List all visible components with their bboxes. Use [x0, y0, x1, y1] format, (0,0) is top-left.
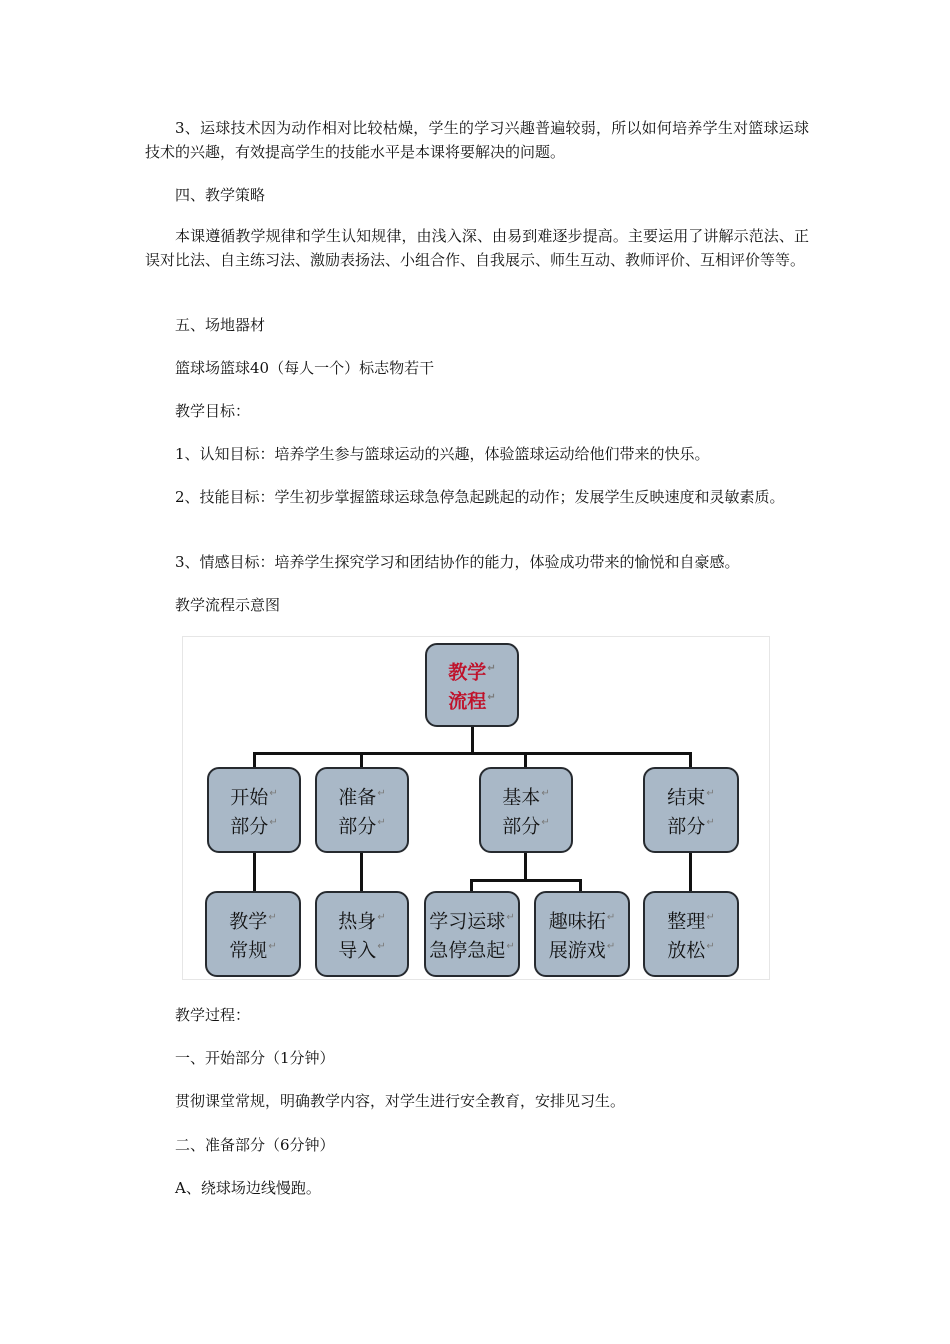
flow-box-warmup — [315, 891, 409, 977]
flow-box-games — [534, 891, 630, 977]
connector-end-down — [689, 851, 692, 893]
connector-to-prepare — [360, 752, 363, 768]
flow-box-start-line1: 开始 ↵ — [230, 781, 277, 810]
connector-prepare-down — [360, 851, 363, 893]
heading-teaching-strategy: 四、教学策略 — [175, 186, 266, 204]
flow-box-dribble-line2: 急停急起 ↵ — [429, 934, 514, 963]
flow-box-start-line2: 部分 ↵ — [230, 810, 277, 839]
flow-box-prepare-line1: 准备 ↵ — [338, 781, 385, 810]
connector-to-start — [253, 752, 256, 768]
connector-basic-bar — [470, 879, 581, 882]
flow-box-dribble-line1: 学习运球 ↵ — [429, 905, 514, 934]
connector-to-end — [689, 752, 692, 768]
flow-box-root-line1: 教学 ↵ — [448, 656, 495, 685]
flow-box-warmup-line2: 导入 ↵ — [338, 934, 385, 963]
flow-box-routine-line1: 教学 ↵ — [229, 905, 276, 934]
flow-box-basic-line1: 基本 ↵ — [502, 781, 549, 810]
flow-box-basic-line2: 部分 ↵ — [502, 810, 549, 839]
flow-box-games-line2: 展游戏 ↵ — [549, 934, 615, 963]
flow-box-root-line2: 流程 ↵ — [448, 685, 495, 714]
flow-box-start — [207, 767, 301, 853]
connector-to-basic — [524, 752, 527, 768]
flow-box-relax-line2: 放松 ↵ — [667, 934, 714, 963]
heading-start-part: 一、开始部分（1分钟） — [175, 1049, 335, 1067]
flow-box-routine-line2: 常规 ↵ — [229, 934, 276, 963]
flow-box-dribble — [424, 891, 520, 977]
flow-box-end — [643, 767, 739, 853]
flow-box-prepare — [315, 767, 409, 853]
teaching-flow-diagram — [182, 636, 770, 980]
flow-box-basic — [479, 767, 573, 853]
paragraph-problem: 3、运球技术因为动作相对比较枯燥，学生的学习兴趣普遍较弱，所以如何培养学生对篮球运球技术的兴趣，有效提高学生的技能水平是本课将要解决的问题。 — [145, 119, 809, 161]
heading-prepare-part: 二、准备部分（6分钟） — [175, 1136, 335, 1154]
goal-cognitive: 1、认知目标：培养学生参与篮球运动的兴趣，体验篮球运动给他们带来的快乐。 — [175, 445, 710, 463]
flow-box-relax-line1: 整理 ↵ — [667, 905, 714, 934]
paragraph-jog: A、绕球场边线慢跑。 — [175, 1179, 321, 1197]
connector-basic-down — [524, 851, 527, 881]
connector-root-down — [471, 724, 474, 754]
flow-box-routine — [205, 891, 301, 977]
flow-box-relax — [643, 891, 739, 977]
connector-start-down — [253, 851, 256, 893]
goal-skill: 2、技能目标：学生初步掌握篮球运球急停急起跳起的动作；发展学生反映速度和灵敏素质。 — [175, 488, 785, 506]
heading-teaching-process: 教学过程： — [175, 1006, 251, 1024]
heading-venue-equipment: 五、场地器材 — [175, 316, 266, 334]
paragraph-equipment: 篮球场篮球40（每人一个）标志物若干 — [175, 359, 435, 377]
goal-emotional: 3、情感目标：培养学生探究学习和团结协作的能力，体验成功带来的愉悦和自豪感。 — [175, 553, 740, 571]
heading-flow-diagram: 教学流程示意图 — [175, 596, 281, 614]
paragraph-start-part: 贯彻课堂常规，明确教学内容，对学生进行安全教育，安排见习生。 — [175, 1092, 626, 1110]
flow-box-warmup-line1: 热身 ↵ — [338, 905, 385, 934]
paragraph-strategy: 本课遵循教学规律和学生认知规律，由浅入深、由易到难逐步提高。主要运用了讲解示范法、正误对比法、自主练习法、激励表扬法、小组合作、自我展示、师生互动、教师评价、互相评价等等。 — [145, 227, 809, 269]
flow-box-root — [425, 643, 519, 727]
flow-box-end-line1: 结束 ↵ — [667, 781, 714, 810]
flow-box-prepare-line2: 部分 ↵ — [338, 810, 385, 839]
connector-level1-bar — [253, 752, 689, 755]
flow-box-end-line2: 部分 ↵ — [667, 810, 714, 839]
heading-teaching-goals: 教学目标： — [175, 402, 251, 420]
flow-box-games-line1: 趣味拓 ↵ — [549, 905, 615, 934]
